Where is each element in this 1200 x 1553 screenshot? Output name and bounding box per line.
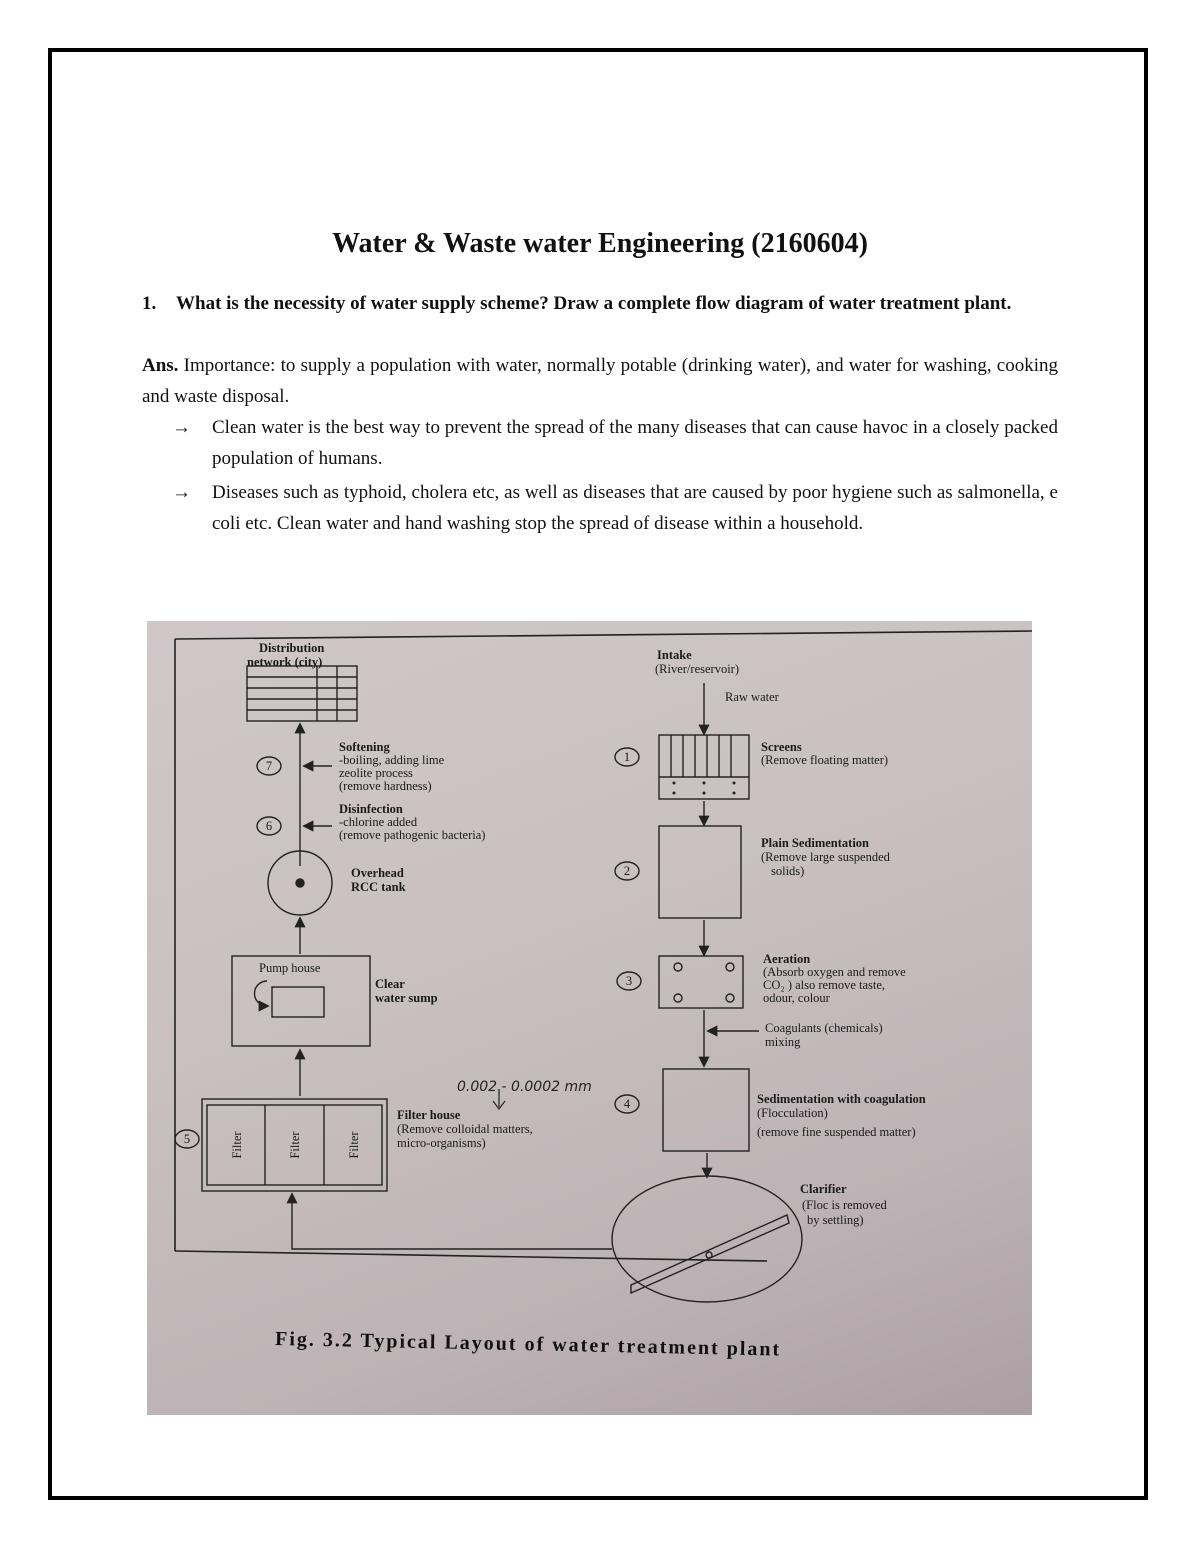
- answer-paragraph: [142, 350, 1058, 412]
- raw-water-label: Raw water: [725, 690, 779, 704]
- aeration-detail: (Absorb oxygen and remove: [763, 965, 906, 979]
- plain-sedimentation-box: [659, 826, 741, 918]
- step-number: 4: [623, 1097, 631, 1111]
- plain-sedimentation-detail: (Remove large suspended: [761, 850, 890, 864]
- softening-title: Softening: [339, 740, 390, 754]
- aeration-title: Aeration: [763, 952, 811, 966]
- filter-label: Filter: [230, 1131, 244, 1159]
- bullet-text: Clean water is the best way to prevent the spread of the many diseases that can cause havoc in a closely packed population of humans.: [212, 417, 1058, 469]
- aeration-box: [659, 956, 743, 1008]
- softening-detail: zeolite process: [339, 766, 413, 780]
- filter-label: Filter: [288, 1131, 302, 1159]
- filter-house-detail: (Remove colloidal matters,: [397, 1122, 533, 1136]
- clarifier-detail: (Floc is removed: [802, 1198, 887, 1212]
- clear-water-sump-label: water sump: [375, 991, 438, 1005]
- clear-water-sump-label: Clear: [375, 977, 405, 991]
- pump-icon: [255, 981, 268, 1006]
- intake-title: Intake: [657, 648, 692, 662]
- disinfection-detail: -chlorine added: [339, 815, 418, 829]
- plain-sedimentation-detail: solids): [771, 864, 805, 878]
- answer-label: Ans.: [142, 355, 179, 376]
- arrow-icon: →: [172, 482, 191, 503]
- page-title: Water & Waste water Engineering (2160604): [332, 228, 868, 259]
- clarifier-tank: [612, 1176, 802, 1302]
- step-number: 2: [623, 864, 631, 878]
- filter-label: Filter: [347, 1131, 361, 1159]
- step-number: 3: [625, 974, 633, 988]
- distribution-label: Distribution: [259, 641, 325, 655]
- filter-house-detail: micro-organisms): [397, 1136, 486, 1150]
- aeration-detail: CO₂ ) also remove taste,: [763, 978, 886, 992]
- clarifier-title: Clarifier: [800, 1182, 847, 1196]
- answer-text: Importance: to supply a population with water, normally potable (drinking water), and water for washing, cooking and waste disposal.: [142, 355, 1059, 407]
- question-text: What is the necessity of water supply scheme? Draw a complete flow diagram of water treatment plant.: [176, 293, 1012, 314]
- softening-detail: (remove hardness): [339, 779, 432, 793]
- clear-water-sump-box: [272, 987, 324, 1017]
- bullet-item: [172, 477, 1058, 539]
- figure-caption: Fig. 3.2 Typical Layout of water treatment plant: [274, 1328, 782, 1361]
- bullet-item: [172, 412, 1058, 474]
- clarifier-return-arrow: [292, 1195, 612, 1249]
- clarifier-detail: by settling): [807, 1213, 864, 1227]
- disinfection-detail: (remove pathogenic bacteria): [339, 828, 486, 842]
- overhead-tank-label: RCC tank: [351, 880, 406, 894]
- question-number: 1.: [142, 293, 157, 314]
- filter-house-title: Filter house: [397, 1108, 461, 1122]
- plain-sedimentation-title: Plain Sedimentation: [761, 836, 869, 850]
- coagulants-label: Coagulants (chemicals): [765, 1021, 883, 1035]
- handwritten-note: 0.002 - 0.0002 mm: [457, 1079, 592, 1095]
- question: [142, 288, 1058, 319]
- book-frame-top: [175, 631, 1032, 639]
- sed-coag-title: Sedimentation with coagulation: [757, 1092, 926, 1106]
- coagulants-label: mixing: [765, 1035, 801, 1049]
- distribution-network-grid: [247, 666, 357, 721]
- disinfection-title: Disinfection: [339, 802, 403, 816]
- distribution-label: network (city): [247, 655, 323, 669]
- screens-title: Screens: [761, 740, 802, 754]
- arrow-icon: →: [172, 417, 191, 438]
- aeration-detail: odour, colour: [763, 991, 830, 1005]
- softening-detail: -boiling, adding lime: [339, 753, 445, 767]
- intake-detail: (River/reservoir): [655, 662, 739, 676]
- flow-diagram: [147, 621, 1032, 1415]
- overhead-tank-label: Overhead: [351, 866, 404, 880]
- step-number: 5: [183, 1132, 191, 1146]
- step-number: 1: [623, 750, 631, 764]
- sed-coag-detail: (Flocculation): [757, 1106, 828, 1120]
- overhead-tank-center: [296, 879, 304, 887]
- step-number: 6: [265, 819, 273, 833]
- step-number: 7: [265, 759, 273, 773]
- flow-diagram-photo: [147, 621, 1032, 1415]
- book-frame-bottom: [175, 1251, 767, 1261]
- pump-house-label: Pump house: [259, 961, 321, 975]
- screens-detail: (Remove floating matter): [761, 753, 889, 767]
- screens-box: [659, 735, 749, 799]
- bullet-text: Diseases such as typhoid, cholera etc, as well as diseases that are caused by poor hygiene such as salmonella, e coli etc. Clean water and hand washing stop the spread of disease within a household.: [212, 482, 1058, 534]
- sedimentation-coagulation-box: [663, 1069, 749, 1151]
- sed-coag-detail: (remove fine suspended matter): [757, 1125, 916, 1139]
- clarifier-bridge: [631, 1215, 789, 1293]
